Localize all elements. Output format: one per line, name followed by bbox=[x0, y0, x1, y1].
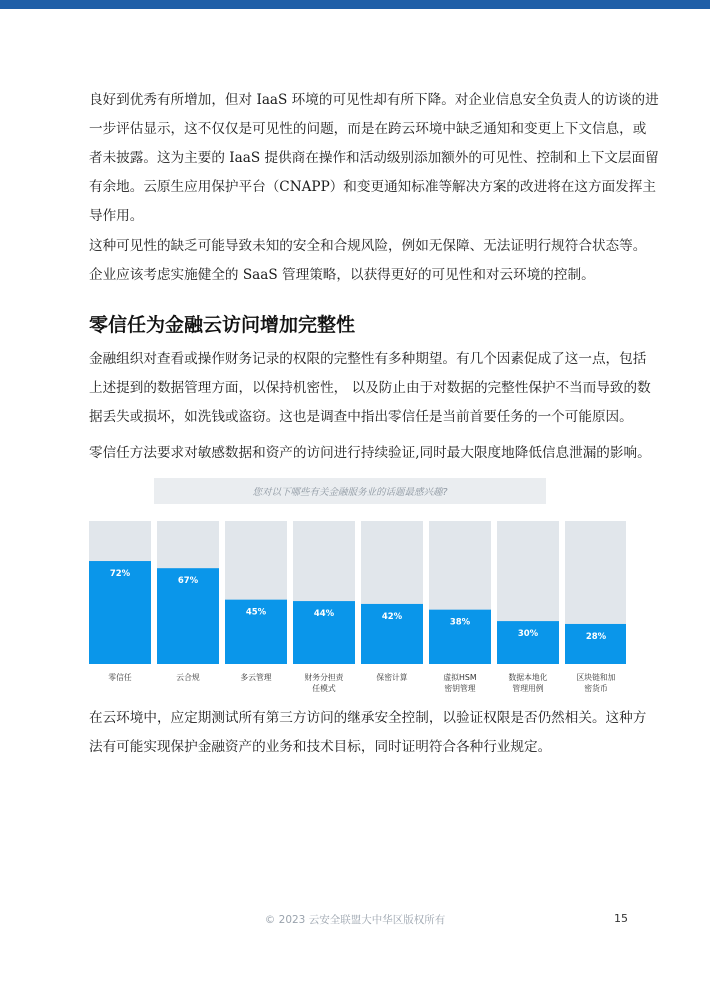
text-line: 上述提到的数据管理方面，以保持机密性， 以及防止由于对数据的完整性保护不当而导致的数 bbox=[89, 380, 651, 396]
category-label: 财务分担责 bbox=[304, 673, 344, 682]
text-line: 金融组织对查看或操作财务记录的权限的完整性有多种期望。有几个因素促成了这一点，包括 bbox=[89, 351, 647, 367]
paragraph-3 bbox=[89, 345, 651, 432]
text-line: 在云环境中，应定期测试所有第三方访问的继承安全控制，以验证权限是否仍然相关。这种方 bbox=[89, 710, 647, 726]
bar-value-label: 28% bbox=[585, 631, 607, 642]
bar-value-label: 38% bbox=[449, 617, 471, 628]
chart-title: 您对以下哪些有关金融服务业的话题最感兴趣? bbox=[252, 487, 448, 498]
bar-value-label: 42% bbox=[381, 611, 403, 622]
category-label: 密钥管理 bbox=[444, 684, 476, 693]
bar-value-label: 67% bbox=[177, 576, 199, 587]
category-label: 区块链和加 bbox=[576, 673, 616, 682]
text-line: 导作用。 bbox=[89, 208, 144, 224]
category-label: 零信任 bbox=[108, 673, 132, 682]
bar-value-label: 44% bbox=[313, 609, 335, 620]
text-line: 有余地。云原生应用保护平台（CNAPP）和变更通知标准等解决方案的改进将在这方面发挥主 bbox=[89, 179, 656, 195]
paragraph-2 bbox=[89, 232, 647, 290]
category-label: 多云管理 bbox=[240, 673, 272, 682]
text-line: 企业应该考虑实施健全的 SaaS 管理策略，以获得更好的可见性和对云环境的控制。 bbox=[89, 267, 595, 283]
category-label: 云合规 bbox=[176, 673, 200, 682]
paragraph-4 bbox=[89, 439, 651, 468]
category-label: 保密计算 bbox=[376, 673, 408, 682]
category-label: 虚拟HSM bbox=[443, 673, 477, 682]
page-number: 15 bbox=[614, 912, 628, 925]
paragraph-1 bbox=[89, 86, 659, 231]
text-line: 良好到优秀有所增加，但对 IaaS 环境的可见性却有所下降。对企业信息安全负责人的访谈的进 bbox=[89, 92, 659, 108]
category-label: 管理用例 bbox=[512, 684, 544, 693]
text-line: 者未披露。这为主要的 IaaS 提供商在操作和活动级别添加额外的可见性、控制和上下文层面留 bbox=[89, 150, 659, 166]
bar-value-label: 30% bbox=[517, 629, 539, 640]
bar bbox=[497, 621, 559, 664]
text-line: 法有可能实现保护金融资产的业务和技术目标，同时证明符合各种行业规定。 bbox=[89, 739, 552, 755]
footer-copyright: © 2023 云安全联盟大中华区版权所有 bbox=[264, 914, 446, 926]
bar-value-label: 45% bbox=[245, 607, 267, 618]
section-heading: 零信任为金融云访问增加完整性 bbox=[89, 314, 356, 336]
text-line: 据丢失或损坏，如洗钱或盗窃。这也是调查中指出零信任是当前首要任务的一个可能原因。 bbox=[89, 409, 633, 425]
text-line: 一步评估显示，这不仅仅是可见性的问题，而是在跨云环境中缺乏通知和变更上下文信息，或 bbox=[89, 121, 647, 137]
paragraph-5 bbox=[89, 704, 647, 762]
bar-chart bbox=[86, 476, 626, 696]
bar bbox=[565, 624, 626, 664]
text-line: 这种可见性的缺乏可能导致未知的安全和合规风险，例如无保障、无法证明行规符合状态等。 bbox=[89, 238, 647, 254]
header-bar bbox=[0, 0, 710, 9]
category-label: 密货币 bbox=[584, 684, 608, 693]
category-label: 数据本地化 bbox=[508, 673, 548, 682]
bar-value-label: 72% bbox=[109, 569, 131, 580]
category-label: 任模式 bbox=[312, 684, 336, 693]
text-line: 零信任方法要求对敏感数据和资产的访问进行持续验证,同时最大限度地降低信息泄漏的影响。 bbox=[89, 445, 651, 461]
